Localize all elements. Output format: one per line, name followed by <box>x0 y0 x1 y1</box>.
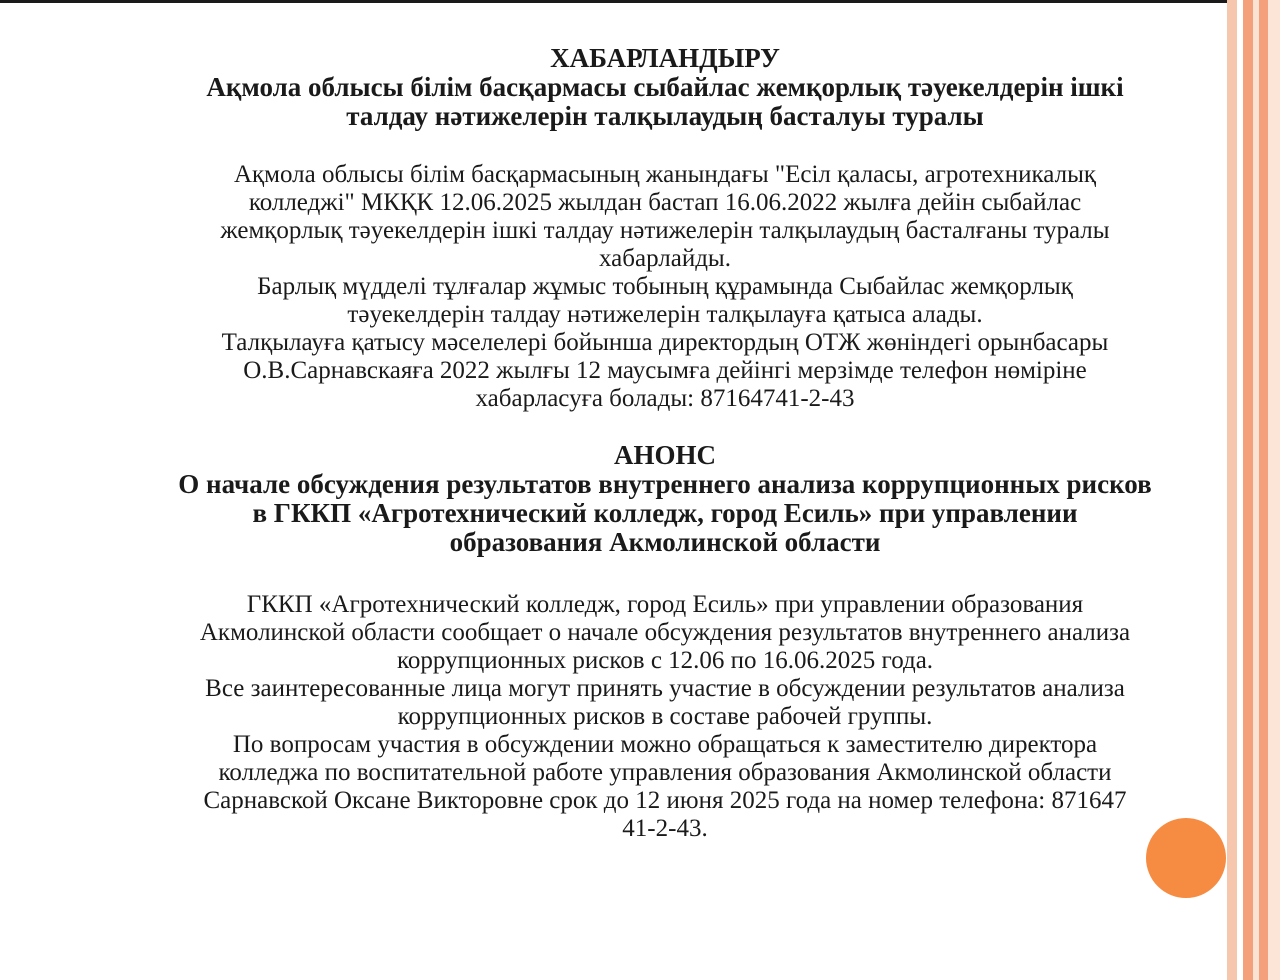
ru-body-line: Акмолинской области сообщает о начале обсуждения результатов внутреннего анализа <box>199 619 1131 646</box>
ru-subtitle-line: образования Акмолинской области <box>449 527 881 557</box>
ru-body-line: Все заинтересованные лица могут принять участие в обсуждении результатов анализа <box>205 675 1125 702</box>
ru-body-line: Сарнавской Оксане Викторовне срок до 12 июня 2025 года на номер телефона: 871647 <box>203 787 1127 814</box>
kz-body-line: Ақмола облысы білім басқармасының жанындағы "Есіл қаласы, агротехникалық <box>233 161 1097 188</box>
ru-subtitle-line: в ГККП «Агротехнический колледж, город Есиль» при управлении <box>252 498 1078 528</box>
decorative-stripe <box>1243 0 1253 980</box>
ru-subtitle <box>100 470 1230 557</box>
ru-body-line: ГККП «Агротехнический колледж, город Есиль» при управлении образования <box>246 591 1084 618</box>
kz-body-line: тәуекелдерін талдау нәтижелерін талқылауға қатыса алады. <box>347 301 983 328</box>
kz-body-line: колледжі" МКҚК 12.06.2025 жылдан бастап 16.06.2022 жылға дейін сыбайлас <box>248 189 1082 216</box>
kz-body <box>100 161 1230 413</box>
decorative-stripe <box>1259 0 1268 980</box>
kz-body-line: Барлық мүдделі тұлғалар жұмыс тобының құрамында Сыбайлас жемқорлық <box>257 273 1073 300</box>
kz-subtitle <box>100 73 1230 131</box>
ru-subtitle-line: О начале обсуждения результатов внутреннего анализа коррупционных рисков <box>178 469 1152 499</box>
kz-subtitle-line: талдау нәтижелерін талқылаудың басталуы туралы <box>346 101 984 131</box>
kz-body-line: хабарлайды. <box>599 245 731 272</box>
announcement-content <box>100 44 1230 843</box>
kz-body-line: Талқылауға қатысу мәселелері бойынша директордың ОТЖ жөніндегі орынбасары <box>221 329 1109 356</box>
ru-body-line: коррупционных рисков с 12.06 по 16.06.2025 года. <box>396 647 934 674</box>
decorative-stripe <box>1268 0 1280 980</box>
kz-body-line: жемқорлық тәуекелдерін ішкі талдау нәтижелерін талқылаудың басталғаны туралы <box>220 217 1110 244</box>
ru-body-line: 41-2-43. <box>622 815 708 842</box>
kz-body-line: хабарласуға болады: 87164741-2-43 <box>475 385 855 412</box>
kz-section <box>100 44 1230 413</box>
top-border <box>0 0 1280 3</box>
kz-body-line: О.В.Сарнавскаяға 2022 жылғы 12 маусымға дейінгі мерзімде телефон нөміріне <box>243 357 1087 384</box>
kz-subtitle-line: Ақмола облысы білім басқармасы сыбайлас жемқорлық тәуекелдерін ішкі <box>206 72 1124 102</box>
ru-body <box>100 591 1230 843</box>
ru-title: АНОНС <box>613 440 716 470</box>
kz-title: ХАБАРЛАНДЫРУ <box>550 43 780 73</box>
ru-body-line: колледжа по воспитательной работе управления образования Акмолинской области <box>218 759 1112 786</box>
ru-section <box>100 441 1230 843</box>
ru-body-line: коррупционных рисков в составе рабочей группы. <box>397 703 933 730</box>
ru-body-line: По вопросам участия в обсуждении можно обращаться к заместителю директора <box>232 731 1098 758</box>
